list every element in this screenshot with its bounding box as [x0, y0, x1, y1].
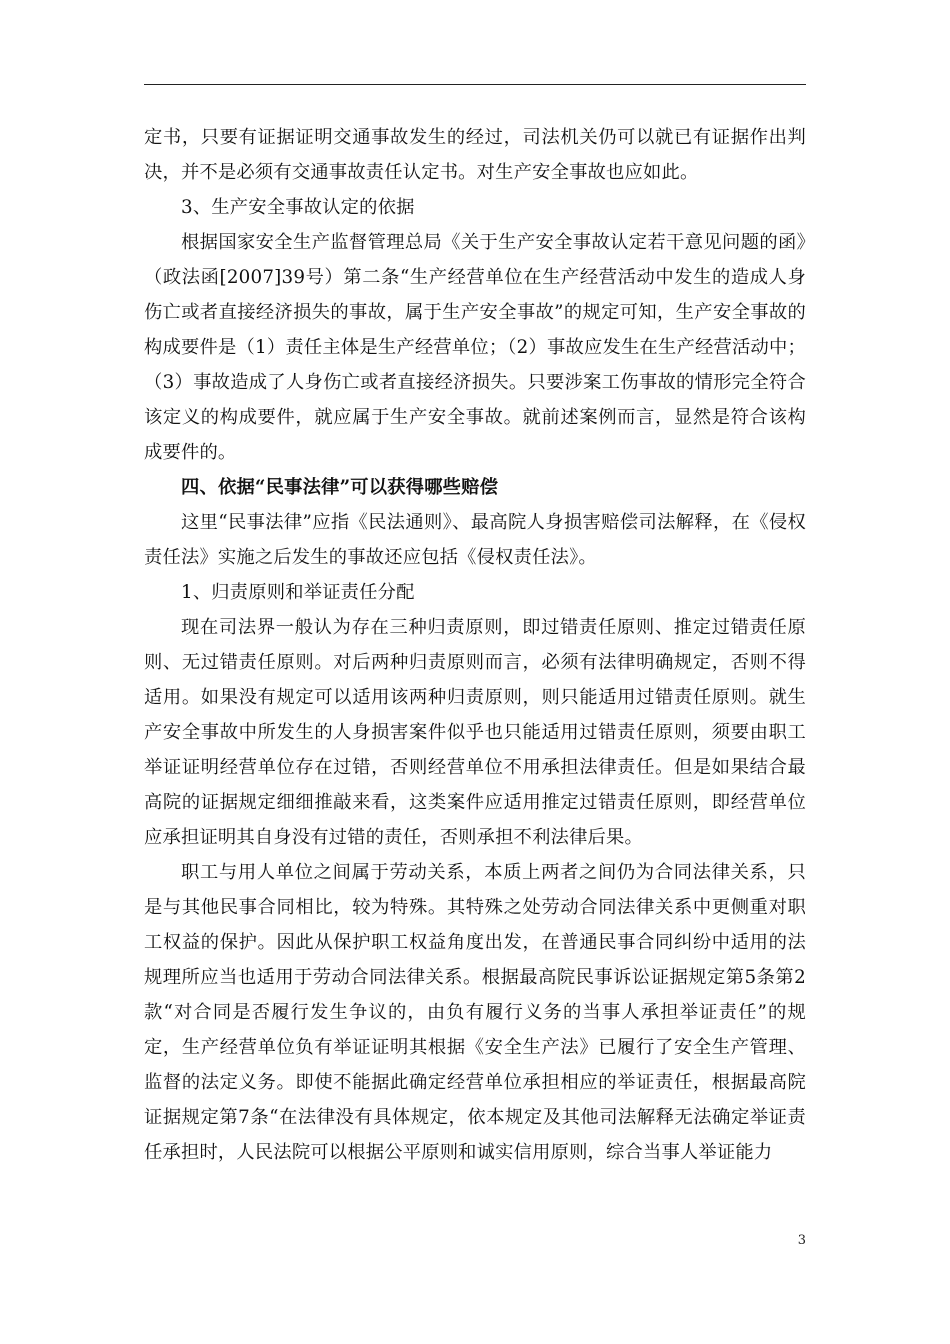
paragraph-accident-definition: 根据国家安全生产监督管理总局《关于生产安全事故认定若干意见问题的函》（政法函[2007]39号）第二条“生产经营单位在生产经营活动中发生的造成人身伤亡或者直接经济损失的事故，属于生产安全事故”的规定可知，生产安全事故的构成要件是（1）责任主体是生产经营单位；（2）事故应发生在生产经营活动中；（3）事故造成了人身伤亡或者直接经济损失。只要涉案工伤事故的情形完全符合该定义的构成要件，就应属于生产安全事故。就前述案例而言，显然是符合该构成要件的。 — [144, 232, 806, 463]
paragraph-civil-law-scope: 这里“民事法律”应指《民法通则》、最高院人身损害赔偿司法解释，在《侵权责任法》实施之后发生的事故还应包括《侵权责任法》。 — [144, 512, 806, 568]
paragraph-continuation: 定书，只要有证据证明交通事故发生的经过，司法机关仍可以就已有证据作出判决，并不是必须有交通事故责任认定书。对生产安全事故也应如此。 — [144, 127, 806, 183]
subheading-liability-principles: 1、归责原则和举证责任分配 — [181, 582, 415, 603]
header-rule — [144, 84, 806, 85]
subheading-accident-basis: 3、生产安全事故认定的依据 — [181, 197, 415, 218]
page-number: 3 — [797, 1233, 806, 1248]
document-body — [144, 120, 806, 1170]
paragraph-labor-relationship: 职工与用人单位之间属于劳动关系，本质上两者之间仍为合同法律关系，只是与其他民事合同相比，较为特殊。其特殊之处劳动合同法律关系中更侧重对职工权益的保护。因此从保护职工权益角度出发，在普通民事合同纠纷中适用的法规理所应当也适用于劳动合同法律关系。根据最高院民事诉讼证据规定第5条第2款“对合同是否履行发生争议的，由负有履行义务的当事人承担举证责任”的规定，生产经营单位负有举证证明其根据《安全生产法》已履行了安全生产管理、监督的法定义务。即使不能据此确定经营单位承担相应的举证责任，根据最高院证据规定第7条“在法律没有具体规定，依本规定及其他司法解释无法确定举证责任承担时，人民法院可以根据公平原则和诚实信用原则，综合当事人举证能力 — [144, 862, 806, 1163]
section-heading-civil-law: 四、依据“民事法律”可以获得哪些赔偿 — [181, 477, 499, 498]
paragraph-liability-principles: 现在司法界一般认为存在三种归责原则，即过错责任原则、推定过错责任原则、无过错责任原则。对后两种归责原则而言，必须有法律明确规定，否则不得适用。如果没有规定可以适用该两种归责原则，则只能适用过错责任原则。就生产安全事故中所发生的人身损害案件似乎也只能适用过错责任原则，须要由职工举证证明经营单位存在过错，否则经营单位不用承担法律责任。但是如果结合最高院的证据规定细细推敲来看，这类案件应适用推定过错责任原则，即经营单位应承担证明其自身没有过错的责任，否则承担不利法律后果。 — [144, 617, 806, 848]
